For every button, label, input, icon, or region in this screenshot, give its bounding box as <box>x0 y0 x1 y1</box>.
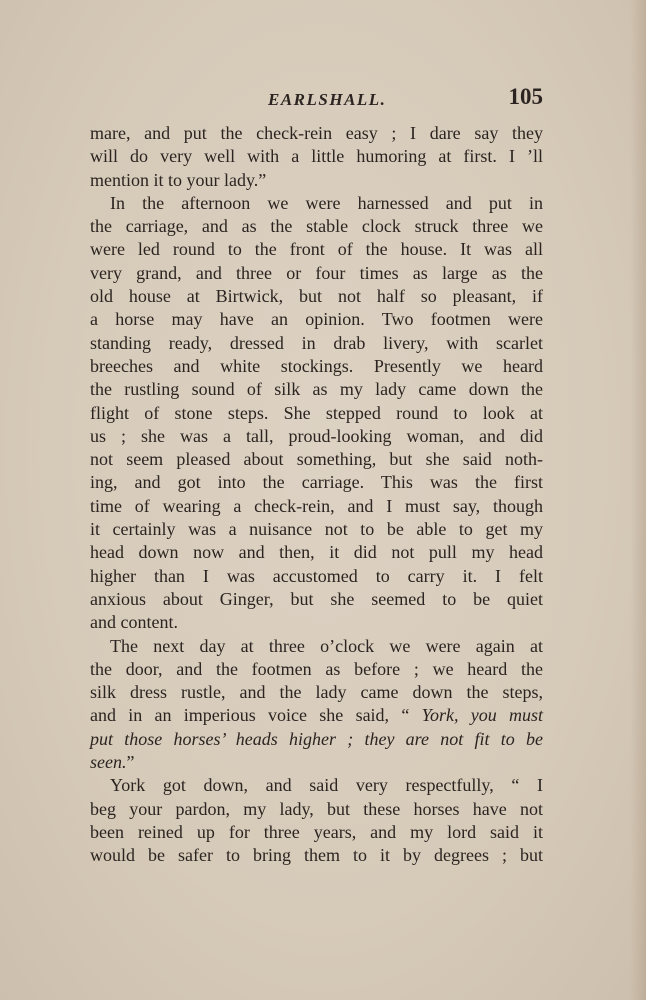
text-line: the door, and the footmen as before ; we heard the <box>90 658 543 679</box>
page-header <box>90 84 543 116</box>
text-line: beg your pardon, my lady, but these horses have not <box>90 798 543 819</box>
text-line: mention it to your lady.” <box>90 169 267 190</box>
text-line: head down now and then, it did not pull my head <box>90 542 543 563</box>
text-line: a horse may have an opinion. Two footmen were <box>90 309 543 330</box>
page-edge-shadow <box>630 0 646 1000</box>
running-head: EARLSHALL. <box>268 90 387 109</box>
text-line: York got down, and said very respectfully, “ I <box>110 775 543 796</box>
text-line: The next day at three o’clock we were again at <box>110 635 543 656</box>
text-line: would be safer to bring them to it by degrees ; but <box>90 845 543 866</box>
text-line: not seem pleased about something, but she said noth- <box>90 449 543 470</box>
text-line: put those horses’ heads higher ; they are not fit to be <box>90 728 543 749</box>
text-line: standing ready, dressed in drab livery, with scarlet <box>90 332 543 353</box>
body-text <box>90 122 543 868</box>
text-line: very grand, and three or four times as large as the <box>90 262 543 283</box>
text-line: old house at Birtwick, but not half so pleasant, if <box>90 286 543 307</box>
text-line: ing, and got into the carriage. This was the first <box>90 472 543 493</box>
text-line: been reined up for three years, and my lord said it <box>90 821 543 842</box>
text-line: anxious about Ginger, but she seemed to be quiet <box>90 588 543 609</box>
text-line: flight of stone steps. She stepped round to look at <box>90 402 543 423</box>
text-line: higher than I was accustomed to carry it. I felt <box>90 565 543 586</box>
text-line: mare, and put the check-rein easy ; I dare say they <box>90 123 543 143</box>
page-number: 105 <box>508 84 543 109</box>
text-line: and content. <box>90 612 178 633</box>
text-line: will do very well with a little humoring at first. I ’ll <box>90 146 543 167</box>
text-line: us ; she was a tall, proud-looking woman, and did <box>90 425 543 446</box>
text-line: In the afternoon we were harnessed and put in <box>110 192 543 213</box>
text-line: and in an imperious voice she said, “ York, you must <box>90 705 543 726</box>
text-line: were led round to the front of the house. It was all <box>90 239 543 260</box>
text-line: breeches and white stockings. Presently we heard <box>90 355 543 376</box>
text-line: the rustling sound of silk as my lady came down the <box>90 379 543 400</box>
text-line: time of wearing a check-rein, and I must say, though <box>90 495 543 516</box>
text-line: the carriage, and as the stable clock struck three we <box>90 216 543 237</box>
text-line: silk dress rustle, and the lady came down the steps, <box>90 682 543 703</box>
text-line: seen.” <box>90 752 135 773</box>
text-line: it certainly was a nuisance not to be able to get my <box>90 519 543 540</box>
